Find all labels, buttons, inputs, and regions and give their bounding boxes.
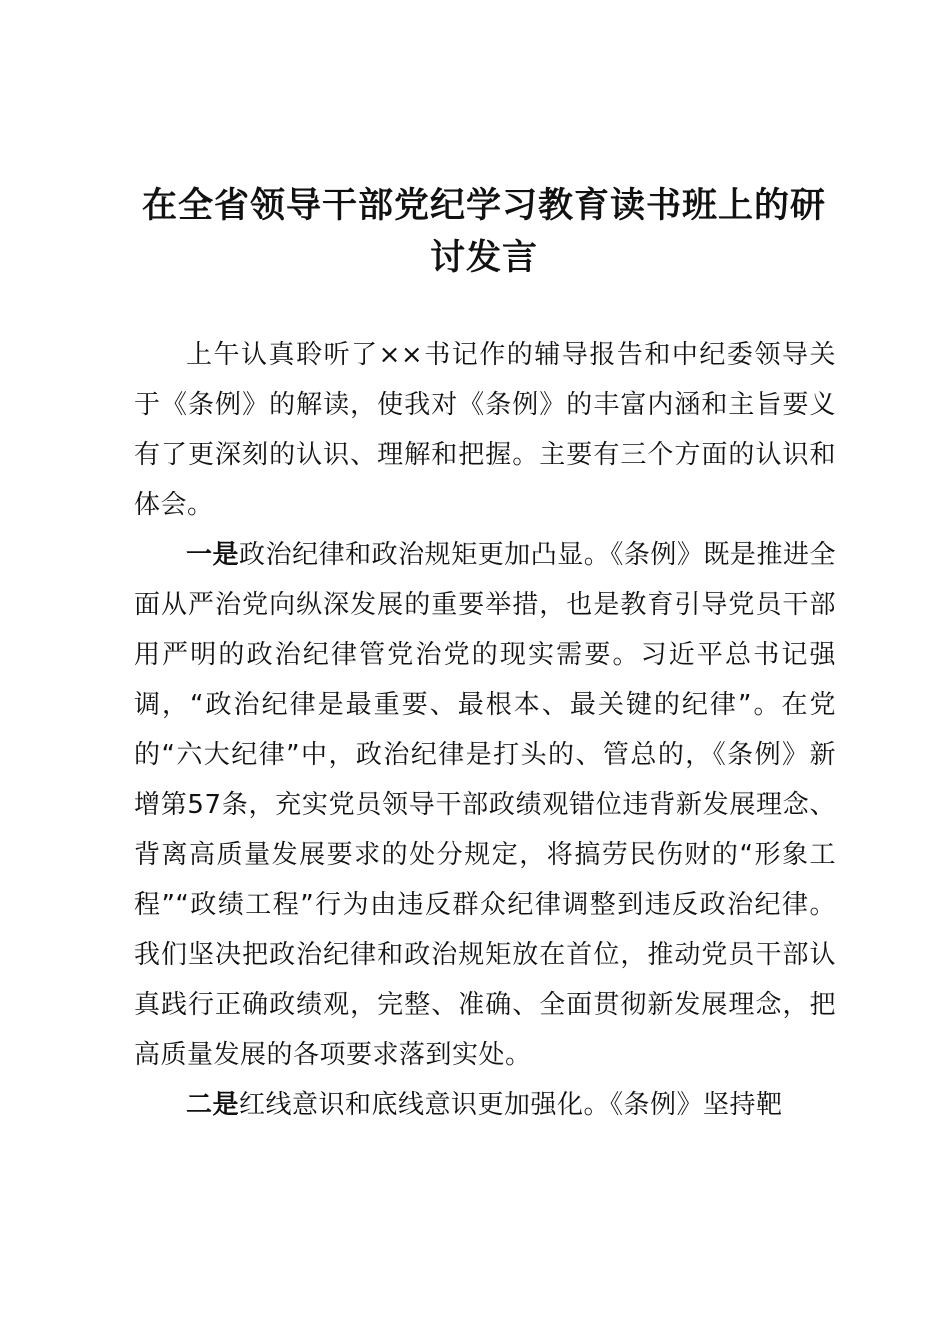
- paragraph-text: 政治纪律和政治规矩更加凸显。《条例》既是推进全面从严治党向纵深发展的重要举措，也是教育引导党员干部用严明的政治纪律管党治党的现实需要。习近平总书记强调，“政治纪律是最重要、最根本、最关键的纪律”。在党的“六大纪律”中，政治纪律是打头的、管总的，《条例》新增第57条，充实党员领导干部政绩观错位违背新发展理念、背离高质量发展要求的处分规定，将搞劳民伤财的“形象工程”“政绩工程”行为由违反群众纪律调整到违反政治纪律。我们坚决把政治纪律和政治规矩放在首位，推动党员干部认真践行正确政绩观，完整、准确、全面贯彻新发展理念，把高质量发展的各项要求落到实处。: [134, 540, 836, 1070]
- paragraph-lead: 一是: [186, 540, 240, 570]
- paragraph-point-two: [134, 1080, 836, 1130]
- document-title: 在全省领导干部党纪学习教育读书班上的研讨发言: [141, 186, 826, 278]
- paragraph-intro: [134, 330, 836, 530]
- paragraph-text: 上午认真聆听了××书记作的辅导报告和中纪委领导关于《条例》的解读，使我对《条例》的丰富内涵和主旨要义有了更深刻的认识、理解和把握。主要有三个方面的认识和体会。: [134, 340, 836, 520]
- paragraph-lead: 二是: [186, 1090, 240, 1120]
- paragraph-point-one: [134, 530, 836, 1080]
- document-body: [134, 330, 836, 1130]
- paragraph-text: 红线意识和底线意识更加强化。《条例》坚持靶: [239, 1090, 783, 1120]
